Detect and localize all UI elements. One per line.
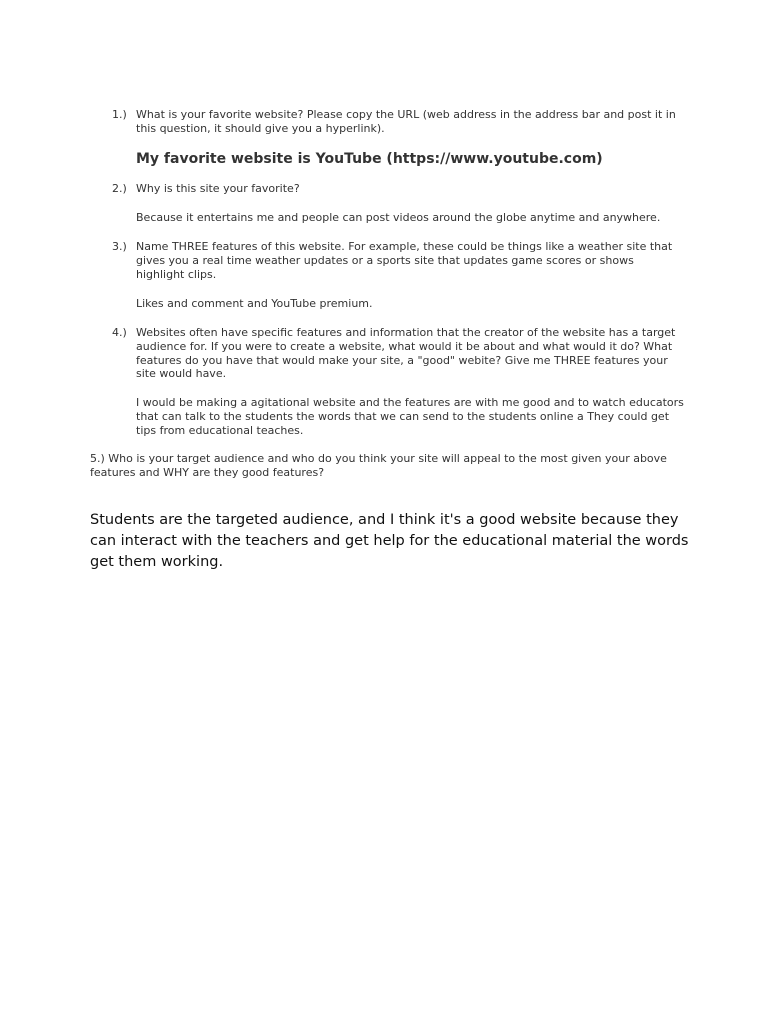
answer-2: Because it entertains me and people can post videos around the globe anytime and anywhere. (136, 211, 661, 224)
question-2 (112, 182, 682, 196)
question-2-number: 2.) (112, 182, 127, 195)
question-3-number: 3.) (112, 240, 127, 253)
question-4-number: 4.) (112, 326, 127, 339)
question-4-text: Websites often have specific features and information that the creator of the website has a target audience for. If you were to create a website, what would it be about and what would it do? What features do you have that would make your site, a "good" webite? Give me THREE features your site would have. (136, 326, 676, 381)
question-1 (112, 108, 682, 136)
answer-4: I would be making a agitational website and the features are with me good and to watch educators that can talk to the students the words that we can send to the students online a They could get tips from educational teaches. (136, 396, 684, 437)
question-5-text: 5.) Who is your target audience and who do you think your site will appeal to the most given your above features and WHY are they good features? (90, 452, 667, 479)
question-4 (112, 326, 682, 381)
question-2-text: Why is this site your favorite? (136, 182, 300, 195)
question-1-number: 1.) (112, 108, 127, 121)
question-3 (112, 240, 682, 281)
answer-1: My favorite website is YouTube (https://www.youtube.com) (136, 151, 603, 167)
answer-3: Likes and comment and YouTube premium. (136, 297, 373, 310)
question-1-text: What is your favorite website? Please copy the URL (web address in the address bar and post it in this question, it should give you a hyperlink). (136, 108, 676, 135)
question-3-text: Name THREE features of this website. For example, these could be things like a weather site that gives you a real time weather updates or a sports site that updates game scores or shows highlight clips. (136, 240, 673, 281)
answer-5: Students are the targeted audience, and I think it's a good website because they can interact with the teachers and get help for the educational material the words get them working. (90, 512, 689, 570)
